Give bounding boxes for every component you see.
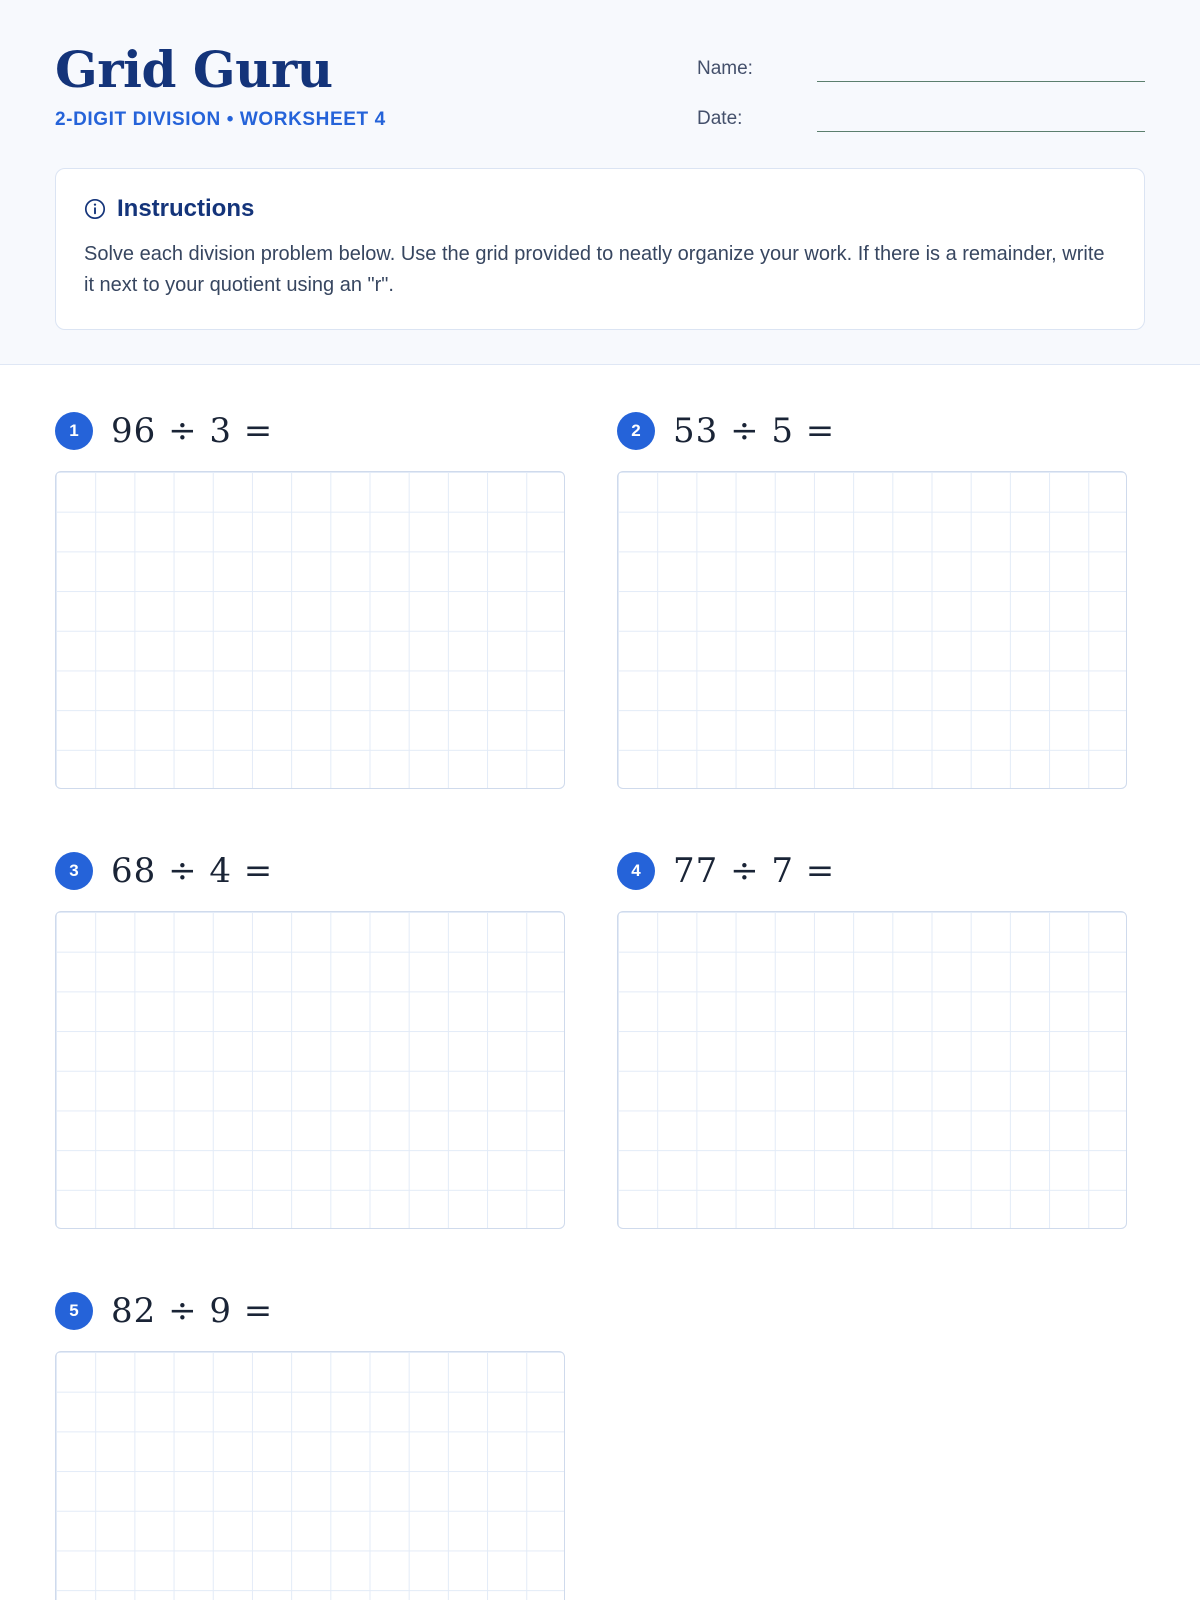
problem-3-work-grid[interactable] [55, 911, 565, 1229]
problem-expression: 53 ÷ 5 = [673, 411, 836, 451]
problem-5 [55, 1291, 565, 1600]
problem-5-header [55, 1291, 565, 1331]
problem-expression: 77 ÷ 7 = [673, 851, 836, 891]
header-top-row [55, 40, 1145, 132]
problem-row-1 [55, 411, 1145, 789]
instructions-panel [55, 168, 1145, 330]
page-title: Grid Guru [55, 40, 333, 99]
problem-row-3 [55, 1291, 1145, 1600]
instructions-text: Solve each division problem below. Use the grid provided to neatly organize your work. If there is a remainder, write it next to your quotient using an "r". [84, 243, 1105, 296]
title-block [55, 40, 386, 131]
problem-expression: 96 ÷ 3 = [111, 411, 274, 451]
worksheet-header [0, 0, 1200, 365]
instructions-title: Instructions [117, 195, 255, 222]
instructions-header [84, 195, 1116, 223]
date-input-line[interactable] [817, 110, 1145, 132]
problem-4-header [617, 851, 1127, 891]
problem-number-badge: 4 [617, 852, 655, 890]
info-circle-icon [84, 198, 106, 220]
problem-4 [617, 851, 1127, 1229]
problem-3-header [55, 851, 565, 891]
problem-4-work-grid[interactable] [617, 911, 1127, 1229]
problem-expression: 82 ÷ 9 = [111, 1291, 274, 1331]
problem-row-2 [55, 851, 1145, 1229]
problem-number-badge: 2 [617, 412, 655, 450]
name-field-row [697, 58, 1145, 82]
problem-5-work-grid[interactable] [55, 1351, 565, 1600]
problem-expression: 68 ÷ 4 = [111, 851, 274, 891]
page-subtitle: 2-DIGIT DIVISION • WORKSHEET 4 [55, 108, 386, 130]
problem-3 [55, 851, 565, 1229]
name-input-line[interactable] [817, 60, 1145, 82]
problem-2-header [617, 411, 1127, 451]
date-field-row [697, 108, 1145, 132]
student-meta-block [697, 58, 1145, 132]
problem-1-work-grid[interactable] [55, 471, 565, 789]
problem-1 [55, 411, 565, 789]
problem-1-header [55, 411, 565, 451]
problems-section [0, 365, 1200, 1600]
problem-number-badge: 5 [55, 1292, 93, 1330]
problem-number-badge: 3 [55, 852, 93, 890]
problem-number-badge: 1 [55, 412, 93, 450]
problem-2 [617, 411, 1127, 789]
name-label: Name: [697, 58, 753, 79]
problem-2-work-grid[interactable] [617, 471, 1127, 789]
date-label: Date: [697, 108, 743, 129]
